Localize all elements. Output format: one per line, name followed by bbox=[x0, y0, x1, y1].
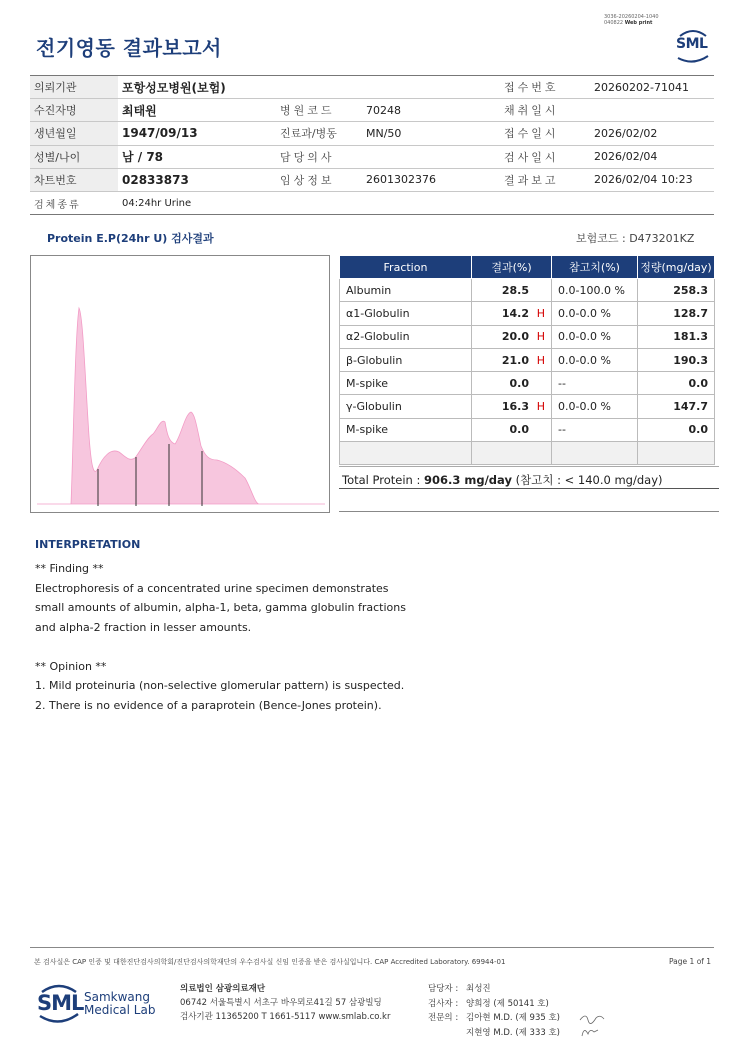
info-label bbox=[276, 76, 362, 99]
results-header-row bbox=[340, 256, 715, 279]
page-title: 전기영동 결과보고서 bbox=[36, 36, 222, 60]
print-meta-line1: 3036-20260204-1040 bbox=[604, 14, 659, 20]
ref-range: 0.0-0.0 % bbox=[552, 395, 638, 418]
info-value: 70248 bbox=[362, 99, 500, 122]
info-label: 검사일시 bbox=[500, 145, 590, 168]
signature-icon bbox=[578, 1010, 608, 1040]
footer-divider bbox=[30, 947, 714, 948]
interpretation-line: and alpha-2 fraction in lesser amounts. bbox=[35, 620, 252, 634]
result-value: 28.5 bbox=[501, 283, 529, 297]
sml-logo-footer bbox=[36, 980, 156, 1026]
info-label: 담당의사 bbox=[276, 145, 362, 168]
staff-row bbox=[428, 982, 560, 997]
info-label: 차트번호 bbox=[30, 168, 118, 191]
fraction-name: M-spike bbox=[340, 418, 472, 441]
info-value: 20260202-71041 bbox=[590, 76, 714, 99]
staff-role: 검사자 : bbox=[428, 998, 459, 1009]
sml-logo-top bbox=[672, 26, 714, 66]
logo-name-line2: Medical Lab bbox=[84, 1003, 156, 1017]
info-value bbox=[362, 76, 500, 99]
table-row bbox=[340, 279, 715, 302]
interpretation-line: ** Opinion ** bbox=[35, 659, 107, 673]
interpretation-line: ** Finding ** bbox=[35, 562, 104, 575]
info-value: 1947/09/13 bbox=[118, 122, 276, 145]
info-value: 최태원 bbox=[118, 99, 276, 122]
ref-range: -- bbox=[552, 418, 638, 441]
table-row bbox=[340, 325, 715, 348]
insurance-code: 보험코드 : D473201KZ bbox=[576, 232, 695, 245]
table-row bbox=[340, 348, 715, 371]
total-prefix: Total Protein : bbox=[342, 473, 425, 487]
results-table bbox=[339, 255, 715, 465]
quant-value: 258.3 bbox=[638, 279, 715, 302]
quant-value: 0.0 bbox=[638, 372, 715, 395]
table-row bbox=[340, 302, 715, 325]
ref-range: 0.0-0.0 % bbox=[552, 325, 638, 348]
patient-info-table bbox=[30, 75, 714, 215]
result-value: 0.0 bbox=[509, 376, 529, 390]
section-title: Protein E.P(24hr U) 검사결과 bbox=[47, 232, 214, 245]
info-value: 2026/02/04 bbox=[590, 145, 714, 168]
result-flag: H bbox=[536, 400, 545, 414]
fraction-name: α2-Globulin bbox=[340, 325, 472, 348]
organization-info bbox=[180, 982, 390, 1024]
result-flag: H bbox=[536, 306, 545, 320]
quant-value: 181.3 bbox=[638, 325, 715, 348]
info-value: 02833873 bbox=[118, 168, 276, 191]
info-label: 진료과/병동 bbox=[276, 122, 362, 145]
info-label: 접수번호 bbox=[500, 76, 590, 99]
specimen-value: 04:24hr Urine bbox=[118, 191, 714, 214]
info-value: 2026/02/04 10:23 bbox=[590, 168, 714, 191]
info-label: 접수일시 bbox=[500, 122, 590, 145]
electropherogram-curve bbox=[31, 256, 329, 512]
info-value: 2601302376 bbox=[362, 168, 500, 191]
col-header-quant: 정량(mg/day) bbox=[638, 256, 715, 279]
sml-logo-text: SML bbox=[676, 36, 708, 52]
print-meta-line2: 040822 bbox=[604, 20, 624, 26]
info-label: 결과보고 bbox=[500, 168, 590, 191]
total-value: 906.3 mg/day bbox=[424, 473, 512, 487]
info-label: 수진자명 bbox=[30, 99, 118, 122]
info-label: 병원코드 bbox=[276, 99, 362, 122]
table-row bbox=[340, 372, 715, 395]
info-value bbox=[362, 145, 500, 168]
ref-range: -- bbox=[552, 372, 638, 395]
web-print-label: Web print bbox=[624, 20, 653, 26]
info-label: 성별/나이 bbox=[30, 145, 118, 168]
staff-role bbox=[428, 1026, 466, 1041]
org-contact: 검사기관 11365200 T 1661-5117 www.smlab.co.kr bbox=[180, 1012, 391, 1022]
staff-row bbox=[428, 997, 560, 1012]
interpretation-line bbox=[35, 637, 406, 657]
result-flag: H bbox=[536, 330, 545, 344]
print-meta bbox=[604, 14, 659, 26]
interpretation-line: Electrophoresis of a concentrated urine specimen demonstrates bbox=[35, 581, 389, 595]
result-value: 16.3 bbox=[501, 400, 529, 414]
result-flag: H bbox=[536, 353, 545, 367]
col-header-ref: 참고치(%) bbox=[552, 256, 638, 279]
ref-range: 0.0-0.0 % bbox=[552, 348, 638, 371]
org-address: 06742 서울특별시 서초구 바우뫼로41길 57 삼광빌딩 bbox=[180, 998, 382, 1008]
quant-value: 0.0 bbox=[638, 418, 715, 441]
ref-range: 0.0-0.0 % bbox=[552, 302, 638, 325]
info-row bbox=[30, 122, 714, 145]
staff-role: 전문의 : bbox=[428, 1013, 459, 1023]
fraction-name: Albumin bbox=[340, 279, 472, 302]
info-row bbox=[30, 76, 714, 99]
staff-row bbox=[428, 1011, 560, 1026]
staff-name: 최성진 bbox=[466, 984, 491, 994]
info-value bbox=[590, 99, 714, 122]
logo-sml-text: SML bbox=[37, 991, 84, 1015]
quant-value: 190.3 bbox=[638, 348, 715, 371]
page-number: Page 1 of 1 bbox=[669, 957, 712, 966]
info-row bbox=[30, 99, 714, 122]
staff-info bbox=[428, 982, 560, 1040]
ref-range: 0.0-100.0 % bbox=[552, 279, 638, 302]
logo-name-line1: Samkwang bbox=[84, 990, 150, 1004]
fraction-name: γ-Globulin bbox=[340, 395, 472, 418]
result-value: 20.0 bbox=[501, 330, 529, 344]
info-label: 임상정보 bbox=[276, 168, 362, 191]
col-header-fraction: Fraction bbox=[340, 256, 472, 279]
info-label: 생년월일 bbox=[30, 122, 118, 145]
fraction-name: M-spike bbox=[340, 372, 472, 395]
empty-row bbox=[340, 442, 715, 465]
col-header-result: 결과(%) bbox=[472, 256, 552, 279]
curve-area bbox=[37, 308, 325, 504]
staff-name: 지현영 M.D. (제 333 호) bbox=[466, 1027, 561, 1038]
staff-name: 김아현 M.D. (제 935 호) bbox=[466, 1013, 561, 1023]
table-row bbox=[340, 418, 715, 441]
total-ref: (참고치 : < 140.0 mg/day) bbox=[511, 473, 663, 487]
divider bbox=[339, 511, 719, 512]
result-value: 14.2 bbox=[501, 306, 529, 320]
accreditation-note: 본 검사실은 CAP 인증 및 대한진단검사의학회/진단검사의학재단의 우수검사실 신임 인증을 받은 검사실입니다. CAP Accredited Laboratory. 69944-01 bbox=[34, 958, 506, 966]
interpretation-title: INTERPRETATION bbox=[35, 538, 141, 551]
info-value: 2026/02/02 bbox=[590, 122, 714, 145]
info-label: 의뢰기관 bbox=[30, 76, 118, 99]
org-name: 의료법인 삼광의료재단 bbox=[180, 984, 266, 994]
total-protein bbox=[339, 466, 719, 489]
fraction-name: α1-Globulin bbox=[340, 302, 472, 325]
info-value: MN/50 bbox=[362, 122, 500, 145]
interpretation-line: small amounts of albumin, alpha-1, beta, gamma globulin fractions bbox=[35, 601, 406, 614]
info-value: 포항성모병원(보험) bbox=[118, 76, 276, 99]
staff-role: 담당자 : bbox=[428, 984, 459, 994]
electropherogram bbox=[30, 255, 330, 513]
specimen-label: 검체종류 bbox=[30, 191, 118, 214]
info-row bbox=[30, 168, 714, 191]
table-row bbox=[340, 395, 715, 418]
fraction-name: β-Globulin bbox=[340, 348, 472, 371]
quant-value: 147.7 bbox=[638, 395, 715, 418]
interpretation-text bbox=[35, 559, 406, 715]
info-row bbox=[30, 191, 714, 214]
staff-name: 양희정 (제 50141 호) bbox=[466, 998, 549, 1009]
info-value: 남 / 78 bbox=[118, 145, 276, 168]
quant-value: 128.7 bbox=[638, 302, 715, 325]
info-row bbox=[30, 145, 714, 168]
result-value: 21.0 bbox=[501, 353, 529, 367]
staff-row bbox=[428, 1026, 560, 1041]
info-label: 채취일시 bbox=[500, 99, 590, 122]
result-value: 0.0 bbox=[509, 423, 529, 437]
interpretation-line: 2. There is no evidence of a paraprotein (Bence-Jones protein). bbox=[35, 698, 382, 712]
interpretation-line: 1. Mild proteinuria (non-selective glomerular pattern) is suspected. bbox=[35, 679, 405, 692]
